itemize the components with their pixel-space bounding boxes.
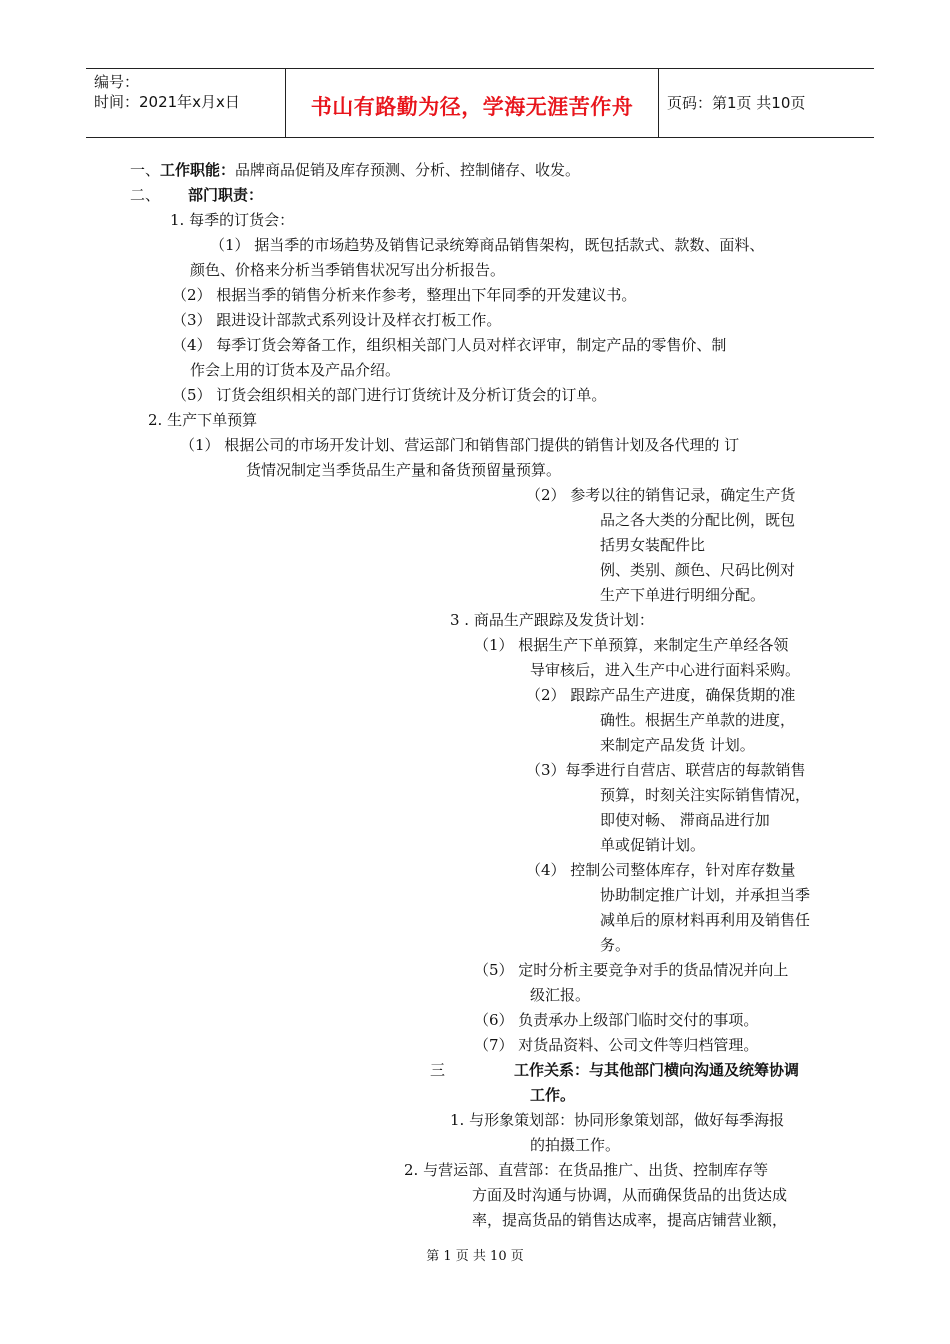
text-line: （5） 订货会组织相关的部门进行订货统计及分析订货会的订单。	[172, 386, 607, 404]
text-line: 品之各大类的分配比例，既包	[600, 511, 796, 529]
text-line: 2. 生产下单预算	[148, 411, 258, 429]
text-line: 预算，时刻关注实际销售情况，	[600, 786, 811, 804]
text-line: （2） 参考以往的销售记录，确定生产货	[526, 486, 796, 504]
text-line: （5） 定时分析主要竞争对手的货品情况并向上	[474, 961, 789, 979]
section-2-number: 二、	[130, 186, 161, 204]
section-3-title: 工作关系：与其他部门横向沟通及统筹协调	[514, 1061, 800, 1079]
header-motto: 书山有路勤为径，学海无涯苦作舟	[310, 95, 634, 119]
section-3-number: 三	[430, 1061, 446, 1079]
text-line: 2. 与营运部、直营部：在货品推广、出货、控制库存等	[404, 1161, 769, 1179]
text-line: 来制定产品发货 计划。	[600, 736, 755, 754]
document-time-label: 时间：2021年x月x日	[94, 93, 240, 111]
text-line: 作会上用的订货本及产品介绍。	[190, 361, 401, 379]
section-2-title: 部门职责：	[188, 186, 264, 204]
text-line: 生产下单进行明细分配。	[600, 586, 766, 604]
header-page-cell	[659, 69, 873, 137]
section-1-title: 工作职能：	[160, 161, 236, 179]
text-line: （2） 跟踪产品生产进度，确保货期的准	[526, 686, 796, 704]
document-number-label: 编号：	[94, 73, 140, 91]
text-line: 协助制定推广计划，并承担当季	[600, 886, 811, 904]
text-line: 单或促销计划。	[600, 836, 706, 854]
text-line: 货情况制定当季货品生产量和备货预留量预算。	[246, 461, 562, 479]
section-2-heading	[130, 185, 263, 205]
text-line: 导审核后，进入生产中心进行面料采购。	[530, 661, 801, 679]
text-line: （4） 控制公司整体库存，针对库存数量	[526, 861, 796, 879]
text-line: 的拍摄工作。	[530, 1136, 621, 1154]
text-line: （1） 据当季的市场趋势及销售记录统筹商品销售架构，既包括款式、款数、面料、	[210, 236, 765, 254]
text-line: 方面及时沟通与协调，从而确保货品的出货达成	[472, 1186, 788, 1204]
text-line: 确性。根据生产单款的进度，	[600, 711, 796, 729]
text-line: （6） 负责承办上级部门临时交付的事项。	[474, 1011, 759, 1029]
text-line: 即使对畅、 滞商品进行加	[600, 811, 770, 829]
text-line: 减单后的原材料再利用及销售任	[600, 911, 811, 929]
page-header	[86, 68, 874, 138]
section-1-heading	[130, 160, 580, 180]
section-3-title-cont: 工作。	[530, 1086, 576, 1104]
text-line: 颜色、价格来分析当季销售状况写出分析报告。	[190, 261, 506, 279]
text-line: （7） 对货品资料、公司文件等归档管理。	[474, 1036, 759, 1054]
page-footer: 第 1 页 共 10 页	[426, 1249, 524, 1264]
section-1-text: 品牌商品促销及库存预测、分析、控制储存、收发。	[235, 161, 581, 179]
text-line: 例、类别、颜色、尺码比例对	[600, 561, 796, 579]
text-line: 3 . 商品生产跟踪及发货计划：	[450, 611, 654, 629]
text-line: 1. 每季的订货会：	[170, 211, 295, 229]
text-line: 1. 与形象策划部：协同形象策划部，做好每季海报	[450, 1111, 785, 1129]
text-line: （3）每季进行自营店、联营店的每款销售	[526, 761, 806, 779]
text-line: （2） 根据当季的销售分析来作参考，整理出下年同季的开发建议书。	[172, 286, 637, 304]
section-1-number: 一、	[130, 161, 161, 179]
text-line: （3） 跟进设计部款式系列设计及样衣打板工作。	[172, 311, 502, 329]
header-meta-cell	[86, 69, 286, 137]
text-line: 务。	[600, 936, 631, 954]
text-line: 括男女装配件比	[600, 536, 706, 554]
text-line: （1） 根据公司的市场开发计划、营运部门和销售部门提供的销售计划及各代理的 订	[180, 436, 740, 454]
text-line: 级汇报。	[530, 986, 591, 1004]
header-page-number: 页码：第1页 共10页	[667, 94, 806, 112]
text-line: （4） 每季订货会筹备工作，组织相关部门人员对样衣评审，制定产品的零售价、制	[172, 336, 727, 354]
text-line: （1） 根据生产下单预算，来制定生产单经各领	[474, 636, 789, 654]
text-line: 率，提高货品的销售达成率，提高店铺营业额，	[472, 1211, 788, 1229]
header-motto-cell	[286, 69, 659, 137]
